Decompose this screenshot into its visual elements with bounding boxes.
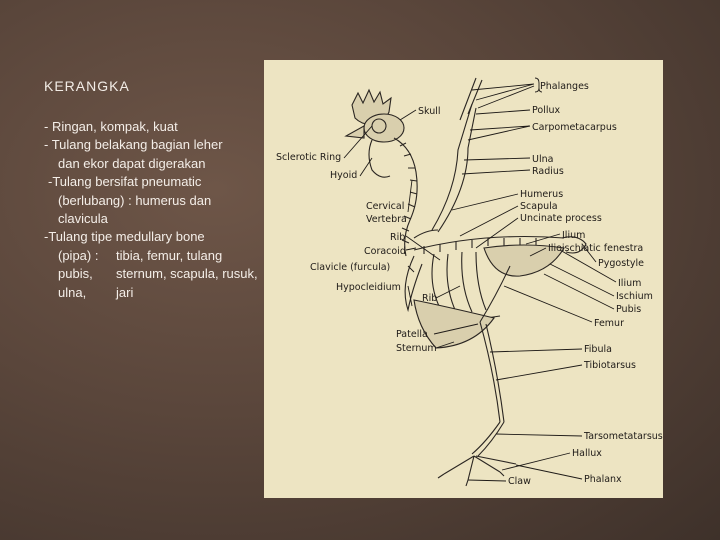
bullet-line-10-b: jari — [116, 284, 134, 300]
bullet-line-6: clavicula — [58, 211, 108, 227]
label-pollux: Pollux — [532, 105, 561, 116]
bullet-line-9-a: pubis, — [58, 266, 93, 282]
label-clavicle: Clavicle (furcula) — [310, 262, 391, 273]
label-uncinate: Uncinate process — [520, 213, 602, 224]
slide-title: KERANGKA — [44, 78, 130, 94]
bullet-line-10 — [44, 284, 269, 302]
label-ilium-2: Ilium — [618, 278, 642, 289]
bullet-line-9 — [44, 265, 269, 283]
bullet-line-7: -Tulang tipe medullary bone — [44, 229, 205, 245]
label-carpometacarpus: Carpometacarpus — [532, 122, 617, 133]
label-pubis: Pubis — [616, 304, 642, 315]
bullet-line-10-a: ulna, — [58, 284, 87, 300]
label-tibiotarsus: Tibiotarsus — [584, 360, 637, 371]
label-skull: Skull — [418, 106, 441, 117]
bullet-line-2: - Tulang belakang bagian leher — [44, 137, 223, 153]
label-sternum: Sternum — [396, 343, 437, 354]
label-scapula: Scapula — [520, 201, 558, 212]
label-cervical: Cervical — [366, 201, 405, 212]
label-ischium: Ischium — [616, 291, 653, 302]
label-hypocleidium: Hypocleidium — [336, 282, 401, 293]
label-rib-2: Rib — [422, 293, 438, 304]
bullet-line-9-b: sternum, scapula, rusuk, — [116, 266, 258, 282]
label-phalanges: Phalanges — [540, 81, 589, 92]
label-radius: Radius — [532, 166, 564, 177]
bullet-line-4: -Tulang bersifat pneumatic — [48, 174, 202, 190]
skeleton-diagram — [264, 60, 663, 498]
label-ilium: Ilium — [562, 230, 586, 241]
label-patella: Patella — [396, 329, 428, 340]
bullet-line-8 — [44, 247, 269, 265]
label-coracoid: Coracoid — [364, 246, 406, 257]
label-tarsometatarsus: Tarsometatarsus — [584, 431, 663, 442]
bullet-line-5: (berlubang) : humerus dan — [58, 192, 212, 208]
chicken-skeleton-figure — [264, 60, 663, 498]
label-rib: Rib — [390, 232, 406, 243]
bullet-line-1: - Ringan, kompak, kuat — [44, 119, 178, 134]
label-vertebra: Vertebra — [366, 214, 407, 225]
label-humerus: Humerus — [520, 189, 564, 200]
label-fibula: Fibula — [584, 344, 612, 355]
bullet-line-8-a: (pipa) : — [58, 247, 99, 263]
label-claw: Claw — [508, 476, 531, 487]
bullet-line-8-b: tibia, femur, tulang — [116, 247, 223, 263]
label-sclerotic-ring: Sclerotic Ring — [276, 152, 342, 163]
label-hyoid: Hyoid — [330, 170, 358, 181]
label-ilioischiatic: Ilioischiatic fenestra — [548, 243, 644, 254]
label-hallux: Hallux — [572, 448, 602, 459]
label-phalanx: Phalanx — [584, 474, 622, 485]
label-ulna: Ulna — [532, 154, 554, 165]
label-pygostyle: Pygostyle — [598, 258, 644, 269]
label-femur: Femur — [594, 318, 624, 329]
bullet-line-3: dan ekor dapat digerakan — [58, 155, 206, 171]
bullet-list — [44, 118, 269, 302]
